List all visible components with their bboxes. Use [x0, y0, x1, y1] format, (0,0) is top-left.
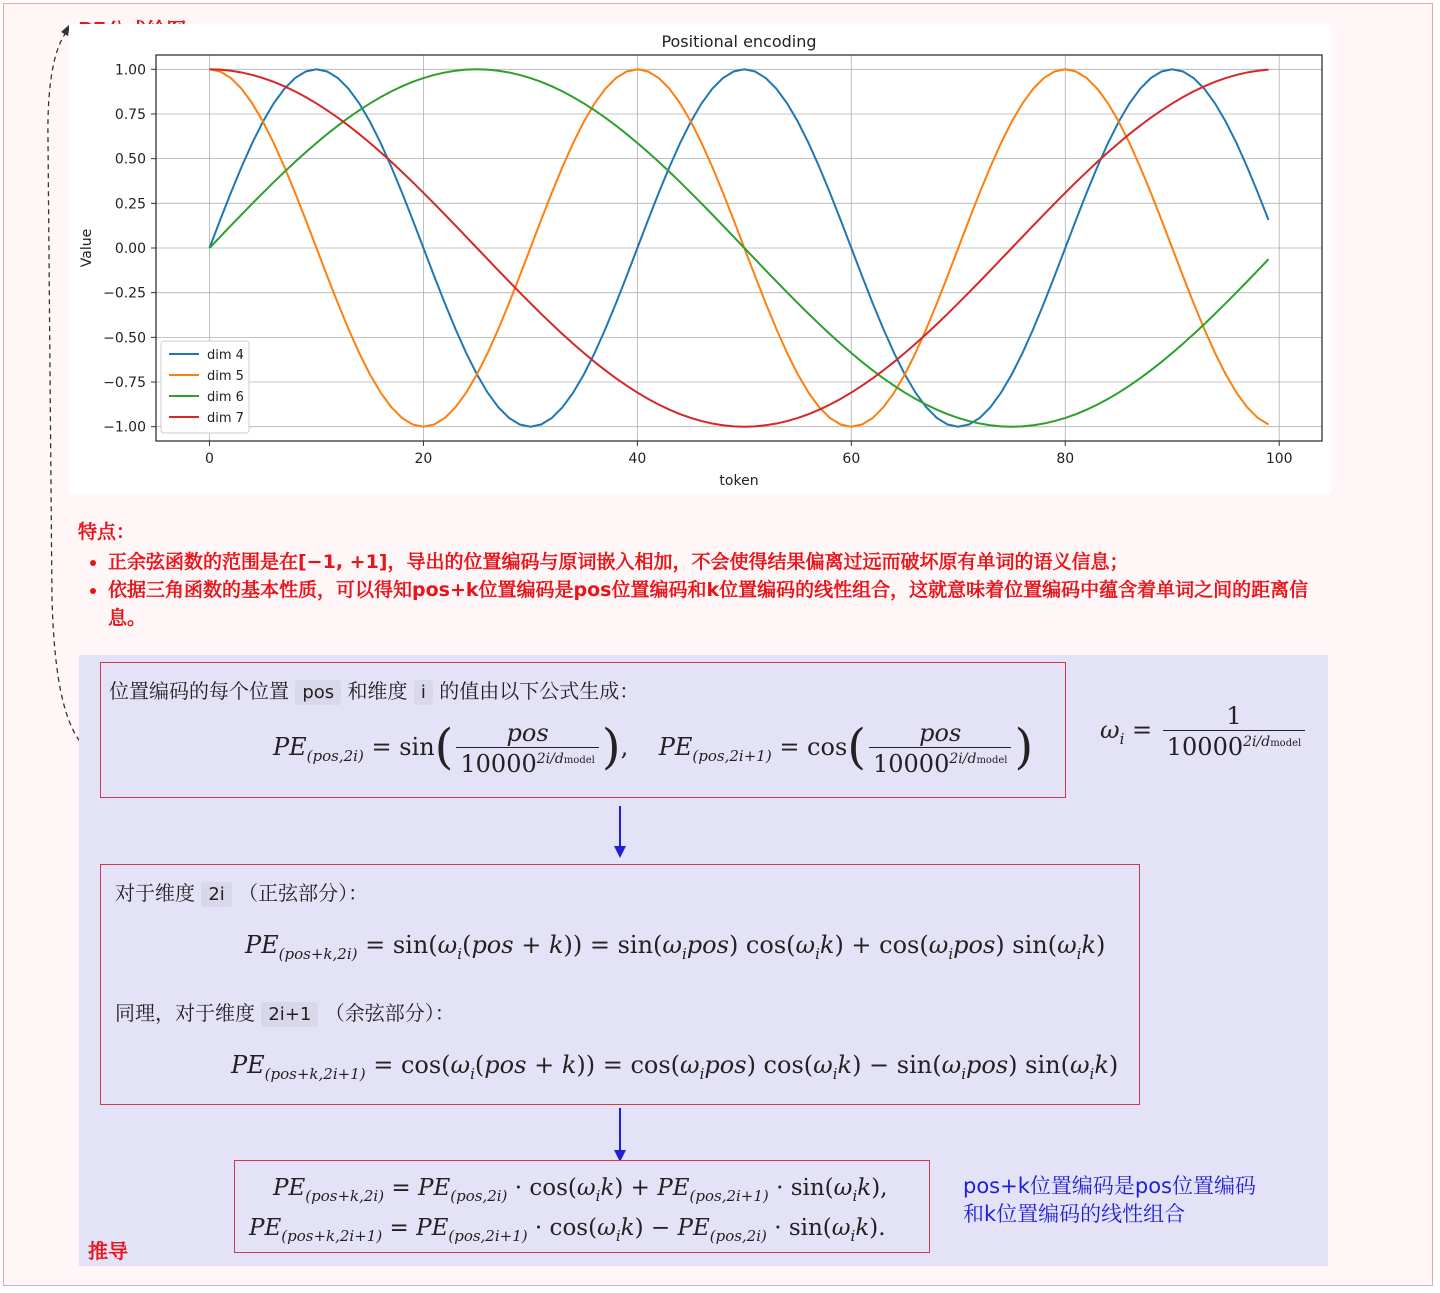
- box2-text: 对于维度: [115, 881, 195, 905]
- positional-encoding-chart: [69, 24, 1331, 494]
- legend-label: dim 4: [207, 348, 244, 363]
- y-tick-label: 0.00: [114, 241, 146, 257]
- box2-text: （正弦部分）：: [238, 881, 369, 905]
- linear-combination-note: [963, 1172, 1256, 1228]
- feature-item: • 依据三角函数的基本性质，可以得知pos+k位置编码是pos位置编码和k位置编码的线性组合，这就意味着位置编码中蕴含着单词之间的距离信息。: [108, 576, 1338, 632]
- chart-title: Positional encoding: [661, 32, 817, 51]
- box1-text: 位置编码的每个位置: [109, 679, 289, 703]
- x-axis-label: token: [719, 473, 759, 489]
- box1-text: 的值由以下公式生成：: [439, 679, 640, 703]
- y-axis-label: Value: [79, 228, 95, 268]
- y-tick-label: 0.75: [114, 106, 146, 123]
- x-tick-label: 40: [628, 451, 647, 467]
- formula-box-2: [100, 864, 1140, 1105]
- pe-linear-combination-1: $PE_{(pos+k,2i)} = PE_{(pos,2i)} \cdot \cos(\omega_ik) + PE_{(pos,2i+1)} \cdot \sin(\omega_ik)$,: [273, 1175, 888, 1205]
- y-tick-label: 0.25: [114, 196, 146, 213]
- box1-description: [109, 675, 639, 704]
- code-i: i: [414, 680, 433, 705]
- y-tick-label: 0.50: [114, 151, 146, 168]
- note-line: 和k位置编码的线性组合: [963, 1202, 1186, 1226]
- x-tick-label: 20: [414, 451, 433, 467]
- legend-label: dim 7: [207, 411, 244, 426]
- box2-text: 同理，对于维度: [115, 1001, 255, 1025]
- derive-label: 推导: [88, 1239, 128, 1263]
- features-title: 特点：: [78, 521, 136, 543]
- box2-cosine-label: [115, 997, 455, 1026]
- box2-sine-label: [115, 877, 368, 906]
- down-arrow-head: [614, 846, 626, 858]
- y-tick-label: 1.00: [114, 62, 146, 79]
- code-2i-plus-1: 2i+1: [261, 1002, 318, 1027]
- formula-box-3: [234, 1160, 930, 1253]
- x-tick-label: 60: [842, 451, 861, 467]
- y-tick-label: −0.50: [103, 330, 146, 347]
- box2-text: （余弦部分）：: [324, 1001, 455, 1025]
- pe-cos-expansion: $PE_{(pos+k,2i+1)} = \cos(\omega_i(pos + k)) = \cos(\omega_ipos) \cos(\omega_ik) - \sin(\omega_ipos)$ $\sin(\omega_ik)$: [231, 1051, 1119, 1083]
- down-arrow: [619, 806, 621, 848]
- pe-formula-sin-cos: $PE_{(pos,2i)} = \sin$( $\frac{\text{pos}}{10000^{2i/dmodel}}$ ), $PE_{(pos,2i+1)} = \cos$( $\frac{\text{pos}}{10000^{2i/dmodel}}$ ): [273, 719, 1034, 778]
- x-tick-label: 0: [205, 451, 214, 467]
- note-line: pos+k位置编码是pos位置编码: [963, 1174, 1256, 1198]
- x-tick-label: 100: [1265, 451, 1293, 467]
- pe-linear-combination-2: $PE_{(pos+k,2i+1)} = PE_{(pos,2i+1)} \cdot \cos(\omega_ik) - PE_{(pos,2i)} \cdot \sin(\omega_ik)$.: [249, 1215, 886, 1245]
- y-tick-label: −1.00: [103, 419, 146, 436]
- legend-label: dim 5: [207, 369, 244, 384]
- feature-item: • 正余弦函数的范围是在[−1, +1]，导出的位置编码与原词嵌入相加，不会使得结果偏离过远而破坏原有单词的语义信息；: [108, 548, 1338, 576]
- pe-sin-expansion: $PE_{(pos+k,2i)} = \sin(\omega_i(pos + k)) = \sin(\omega_ipos) \cos(\omega_ik) + \cos(\omega_ipos)$ $\sin(\omega_ik)$: [245, 931, 1106, 963]
- y-tick-label: −0.25: [103, 285, 146, 302]
- x-tick-label: 80: [1056, 451, 1075, 467]
- legend-label: dim 6: [207, 390, 244, 405]
- omega-formula: $\omega_i$ = $\frac{1}{10000^{2i/dmodel}}$: [1100, 702, 1308, 761]
- box1-text: 和维度: [347, 679, 408, 703]
- code-pos: pos: [295, 680, 341, 705]
- chart-container: [69, 24, 1331, 494]
- down-arrow: [619, 1108, 621, 1152]
- code-2i: 2i: [201, 882, 231, 907]
- features-section: [78, 518, 1338, 632]
- y-tick-label: −0.75: [103, 375, 146, 392]
- formula-box-1: [100, 662, 1066, 798]
